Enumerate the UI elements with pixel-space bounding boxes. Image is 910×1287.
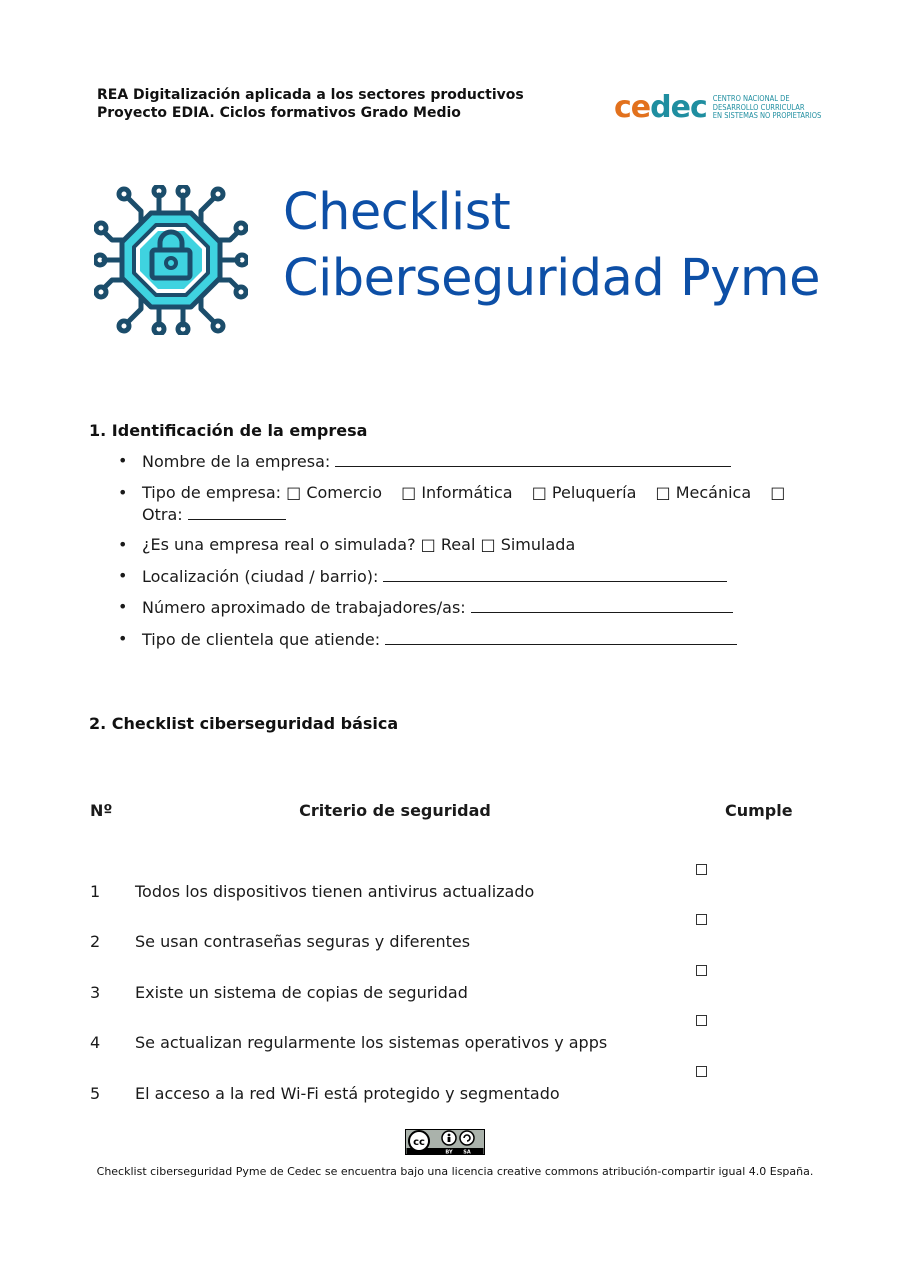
column-header-criterion: Criterio de seguridad (299, 800, 491, 820)
document-header (97, 86, 524, 122)
clients-blank[interactable] (385, 628, 737, 645)
option-informatica[interactable]: □ Informática (401, 482, 513, 502)
option-otra: Otra: (142, 504, 183, 524)
option-mecanica[interactable]: □ Mecánica (655, 482, 752, 502)
license-text: Checklist ciberseguridad Pyme de Cedec se encuentra bajo una licencia creative commons atribución-compartir igual 4.0 España. (96, 1165, 814, 1178)
complies-checkbox[interactable] (696, 864, 707, 875)
section-2-title: 2. Checklist ciberseguridad básica (89, 714, 399, 733)
field-company-type: • Tipo de empresa: □ Comercio □ Informática □ Peluquería □ Mecánica □ Otra: (118, 482, 786, 524)
table-row: 3 Existe un sistema de copias de seguridad (84, 955, 835, 1006)
complies-checkbox[interactable] (696, 1015, 707, 1026)
table-row: 4 Se actualizan regularmente los sistemas operativos y apps (84, 1006, 835, 1057)
other-type-blank[interactable] (188, 503, 286, 520)
table-row: 1 Todos los dispositivos tienen antivirus actualizado (84, 854, 835, 905)
workers-blank[interactable] (471, 596, 733, 613)
header-line-2: Proyecto EDIA. Ciclos formativos Grado Medio (97, 105, 461, 121)
complies-checkbox[interactable] (696, 1066, 707, 1077)
table-row: 5 El acceso a la red Wi-Fi está protegido y segmentado (84, 1056, 835, 1107)
svg-text:cc: cc (413, 1137, 425, 1148)
security-chip-lock-icon (94, 185, 248, 335)
cedec-wordmark: cedec (614, 90, 707, 125)
section-1-title: 1. Identificación de la empresa (89, 421, 368, 440)
title-line-2: Ciberseguridad Pyme (283, 249, 820, 308)
option-comercio[interactable]: □ Comercio (286, 482, 382, 502)
column-header-number: Nº (90, 800, 113, 820)
company-name-blank[interactable] (335, 450, 731, 467)
option-simulada[interactable]: □ Simulada (480, 535, 576, 554)
table-row: 2 Se usan contraseñas seguras y diferentes (84, 905, 835, 956)
complies-checkbox[interactable] (696, 965, 707, 976)
cc-by-label: BY (445, 1149, 453, 1155)
column-header-complies: Cumple (725, 800, 793, 820)
option-peluqueria[interactable]: □ Peluquería (531, 482, 637, 502)
field-company-name: • Nombre de la empresa: (118, 450, 818, 472)
company-fields-list (118, 450, 818, 659)
cedec-subtitle: CENTRO NACIONAL DE DESARROLLO CURRICULAR EN SISTEMAS NO PROPIETARIOS (712, 94, 822, 121)
location-blank[interactable] (383, 565, 727, 582)
field-clients: • Tipo de clientela que atiende: (118, 628, 818, 650)
security-checklist-table (84, 790, 835, 1107)
complies-checkbox[interactable] (696, 914, 707, 925)
field-label: Nombre de la empresa: (142, 452, 331, 471)
option-real[interactable]: □ Real (420, 535, 476, 554)
field-real-simulated: • ¿Es una empresa real o simulada? □ Real □ Simulada (118, 535, 576, 554)
table-header-row (84, 790, 835, 830)
title-line-1: Checklist (283, 183, 511, 242)
cc-sa-label: SA (463, 1149, 471, 1155)
cedec-logo (614, 90, 822, 125)
option-otra-checkbox[interactable]: □ (770, 482, 786, 502)
creative-commons-icon[interactable] (405, 1129, 485, 1155)
document-title (283, 180, 820, 312)
header-line-1: REA Digitalización aplicada a los sectores productivos (97, 87, 524, 103)
field-workers: • Número aproximado de trabajadores/as: (118, 596, 818, 618)
field-location: • Localización (ciudad / barrio): (118, 565, 818, 587)
